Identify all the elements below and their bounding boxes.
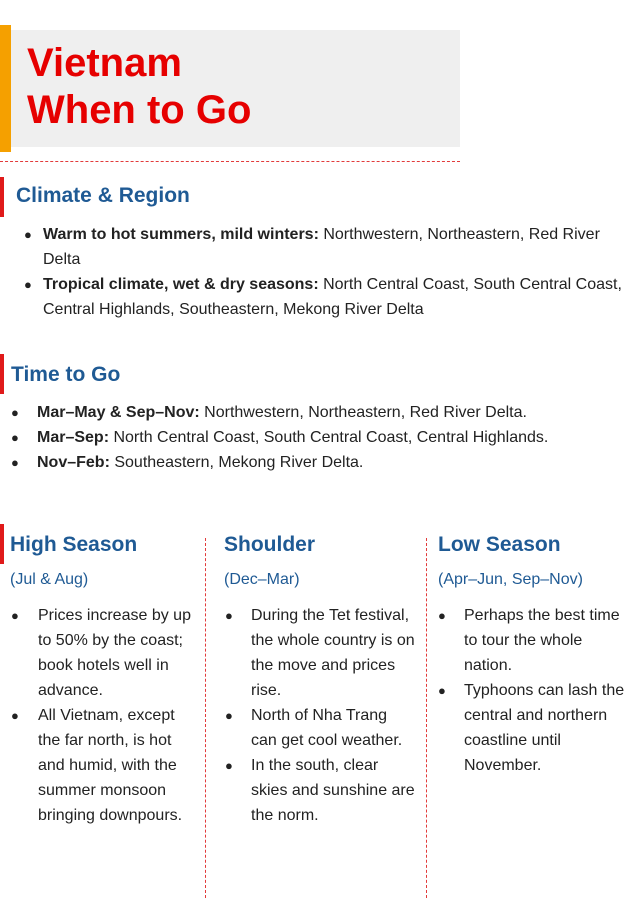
climate-item-2-text: North Central Coast, South Central Coast, Central Highlands, Southeastern, Mekong River Delta	[43, 276, 622, 318]
bullet-icon: ●	[11, 430, 19, 445]
time-item-1-label: Mar–May & Sep–Nov:	[37, 404, 200, 421]
bullet-icon: ●	[11, 405, 19, 420]
bullet-icon: ●	[225, 708, 233, 723]
climate-item-1-label: Warm to hot summers, mild winters:	[43, 226, 319, 243]
climate-heading: Climate & Region	[16, 184, 190, 207]
list-item	[11, 703, 201, 828]
list-item	[11, 400, 631, 425]
high-season-list	[11, 603, 201, 828]
list-item	[11, 425, 631, 450]
shoulder-list	[225, 603, 415, 828]
list-item	[11, 603, 201, 703]
list-item	[225, 753, 415, 828]
bullet-icon: ●	[225, 758, 233, 773]
shoulder-item-3: In the south, clear skies and sunshine are the norm.	[251, 757, 415, 824]
bullet-icon: ●	[11, 608, 19, 623]
column-divider-1	[205, 538, 206, 898]
low-season-item-1: Perhaps the best time to tour the whole nation.	[464, 607, 620, 674]
bullet-icon: ●	[438, 608, 446, 623]
seasons-accent-bar	[0, 524, 4, 564]
page-title-line-1: Vietnam	[27, 41, 182, 85]
shoulder-item-2: North of Nha Trang can get cool weather.	[251, 707, 403, 749]
high-season-item-1: Prices increase by up to 50% by the coast; book hotels well in advance.	[38, 607, 191, 699]
page-title-line-2: When to Go	[27, 88, 252, 132]
shoulder-heading: Shoulder	[224, 533, 316, 556]
high-season-heading: High Season	[10, 533, 138, 556]
page-title	[27, 40, 251, 134]
time-item-3-text: Southeastern, Mekong River Delta.	[109, 454, 364, 471]
title-divider	[0, 161, 460, 162]
climate-accent-bar	[0, 177, 4, 217]
bullet-icon: ●	[438, 683, 446, 698]
list-item	[438, 603, 628, 678]
list-item	[225, 603, 415, 703]
high-season-dates: (Jul & Aug)	[10, 571, 89, 588]
list-item	[24, 272, 629, 322]
column-divider-2	[426, 538, 427, 898]
time-item-2-label: Mar–Sep:	[37, 429, 110, 446]
low-season-list	[438, 603, 628, 778]
time-item-2-text: North Central Coast, South Central Coast, Central Highlands.	[109, 429, 549, 446]
climate-list	[24, 222, 629, 322]
time-to-go-list	[11, 400, 631, 475]
time-to-go-heading: Time to Go	[11, 363, 121, 386]
time-to-go-accent-bar	[0, 354, 4, 394]
list-item	[225, 703, 415, 753]
low-season-dates: (Apr–Jun, Sep–Nov)	[438, 571, 583, 588]
climate-item-1-text: Northwestern, Northeastern, Red River Delta	[43, 226, 600, 268]
low-season-item-2: Typhoons can lash the central and northern coastline until November.	[464, 682, 625, 774]
bullet-icon: ●	[11, 455, 19, 470]
bullet-icon: ●	[24, 277, 32, 292]
time-item-1-text: Northwestern, Northeastern, Red River Delta.	[199, 404, 527, 421]
title-accent-bar	[0, 25, 11, 152]
climate-item-2-label: Tropical climate, wet & dry seasons:	[43, 276, 319, 293]
bullet-icon: ●	[225, 608, 233, 623]
shoulder-item-1: During the Tet festival, the whole country is on the move and prices rise.	[251, 607, 415, 699]
low-season-heading: Low Season	[438, 533, 561, 556]
time-item-3-label: Nov–Feb:	[37, 454, 110, 471]
shoulder-dates: (Dec–Mar)	[224, 571, 300, 588]
list-item	[438, 678, 628, 778]
list-item	[11, 450, 631, 475]
bullet-icon: ●	[24, 227, 32, 242]
high-season-item-2: All Vietnam, except the far north, is hot and humid, with the summer monsoon bringing downpours.	[38, 707, 183, 824]
list-item	[24, 222, 629, 272]
bullet-icon: ●	[11, 708, 19, 723]
